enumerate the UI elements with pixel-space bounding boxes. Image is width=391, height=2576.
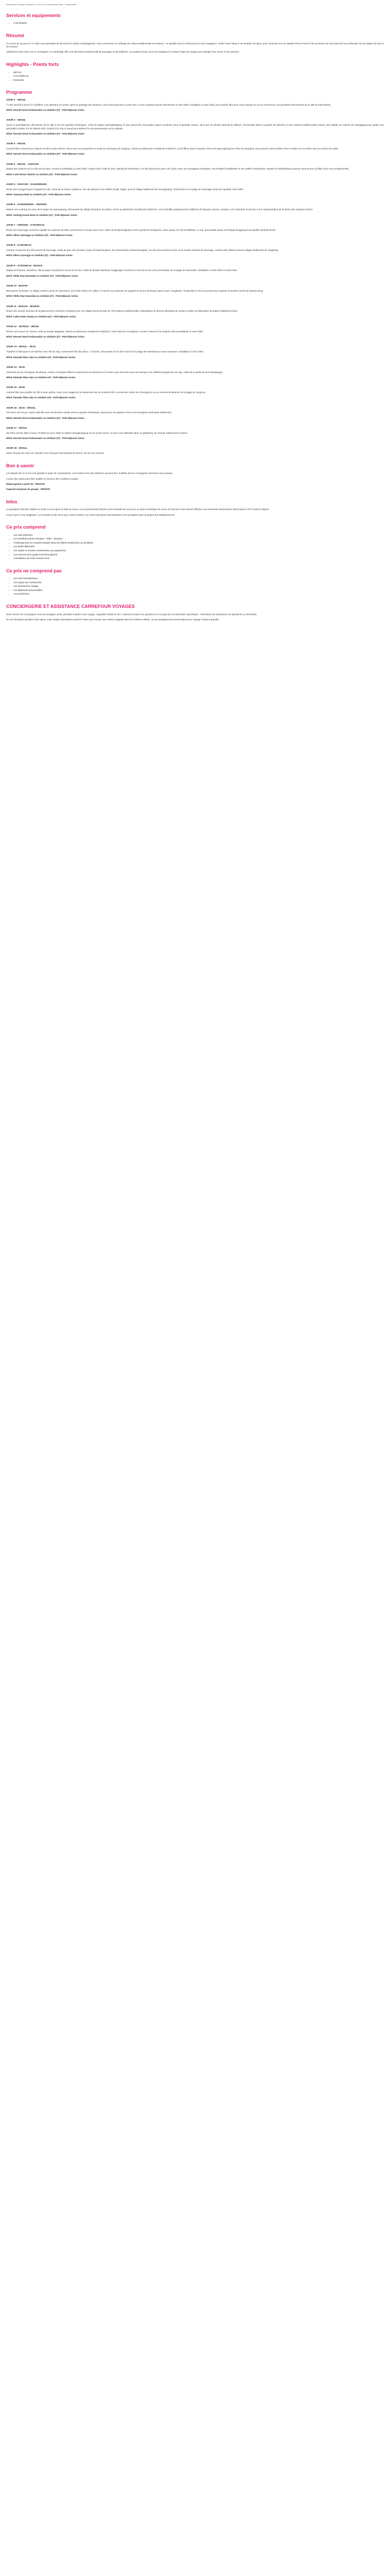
day-description: Après le petit-déjeuner, découverte de la ville et de ses quartiers historiques. Visite du palais Gyeongbokgung, le plus grand des cinq palais royaux construits sous la dynastie Joseon, ainsi que du Musée national du folklore. Promenade dans le quartier de Bukchon et ses maisons traditionnelles hanok, puis balade au marché de Gwangjang pour goûter aux spécialités locales. En fin d'après-midi, montée à la Tour N Seoul pour admirer la vue panoramique sur la capitale. xyxy=(6,124,384,130)
day-description: Selon l'horaire de votre vol, transfert vers l'aéroport international d'Incheon. Fin de nos services. xyxy=(6,452,105,455)
section-title-price-includes: Ce prix comprend xyxy=(6,524,46,530)
list-item: • Les vols intérieurs xyxy=(13,534,384,537)
conciergerie-paragraph: Notre service de conciergerie vous accompagne avant, pendant et après votre voyage. Joignable 24h/24 et 7j/7, il répond à toutes vos questions et s'occupe de vos demandes spécifiques : réservation de restaurants, de spectacles ou d'activités. xyxy=(6,613,257,616)
list-item: • Les petits-déjeuners xyxy=(13,545,384,549)
list-item: • Conciergerie xyxy=(13,22,384,25)
section-title-resume: Résumé xyxy=(6,32,25,38)
list-item: • Les vols internationaux xyxy=(13,577,384,581)
day-hotel: Hôtel: Seamarq Hotel ou similaire (4*) - Petit-déjeuner inclus xyxy=(6,193,71,196)
infos-paragraph: Aucun vaccin n'est obligatoire. La monnaie locale est le won coréen (KRW). Les cartes bancaires internationales sont acceptées dans la plupart des établissements. xyxy=(6,513,175,516)
day-heading: JOUR 8 - GYEONGJU xyxy=(6,244,31,247)
section-title-services: Services et equipements xyxy=(6,12,61,18)
programme-days xyxy=(6,99,384,455)
day-hotel: Hôtel: Novotel Seoul Ambassador ou similaire (4*) - Petit-déjeuner inclus xyxy=(6,109,85,112)
programme-day xyxy=(6,326,384,338)
day-heading: JOUR 16 - JEJU - SEOUL xyxy=(6,406,36,410)
programme-day xyxy=(6,306,384,318)
list-item: • Les services d'un guide local francophone xyxy=(13,553,384,557)
day-hotel: Hôtel: Novotel Seoul Ambassador ou similaire (4*) - Petit-déjeuner inclus xyxy=(6,152,85,156)
day-heading: JOUR 2 - SEOUL xyxy=(6,119,26,122)
day-heading: JOUR 12 - JEONJU - SEOUL xyxy=(6,325,40,328)
programme-day xyxy=(6,366,384,379)
day-hotel: Hôtel: Novotel Seoul Ambassador ou similaire (4*) - Petit-déjeuner inclus xyxy=(6,335,85,338)
day-heading: JOUR 15 - JEJU xyxy=(6,386,25,389)
day-description: Départ vers Sokcho sur la côte est du pays. Arrivée et installation à votre hôtel. L'après-midi, visite du parc national de Seoraksan, l'un des plus beaux parcs de Corée, avec ses montagnes escarpées, ses temples bouddhistes et ses vallées verdoyantes. Montée en téléphérique jusqu'au sommet pour profiter d'une vue exceptionnelle. xyxy=(6,167,350,171)
section-title-bon-a-savoir: Bon à savoir xyxy=(6,463,35,468)
page xyxy=(0,0,391,621)
list-item: • L'assistance de notre bureau local xyxy=(13,557,384,561)
programme-day xyxy=(6,163,384,176)
bon-a-savoir-paragraph: L'ordre des visites peut être modifié en fonction des conditions locales. xyxy=(6,477,79,480)
programme-day xyxy=(6,244,384,257)
programme-day xyxy=(6,119,384,135)
bon-a-savoir-paragraph: Les départs de ce circuit sont garantis à partir de 2 participants. Les horaires des vols intérieurs peuvent être modifiés par les compagnies aériennes sans préavis. xyxy=(6,472,173,475)
section-title-programme: Programme xyxy=(6,90,32,95)
day-heading: JOUR 14 - JEJU xyxy=(6,366,25,369)
day-heading: JOUR 3 - SEOUL xyxy=(6,143,26,146)
day-description: Départ vers Busan, deuxième ville du pays et grand port ouvert sur la mer. Visite du temple Haedong Yonggungsa construit au bord de la mer, puis promenade sur la plage de Haeundae. Installation à votre hôtel et soirée libre. xyxy=(6,269,238,272)
programme-day xyxy=(6,386,384,399)
day-description: Départ vers Andong, au cœur de la région du Gyeongsang. Découverte du village historique de Hahoe, inscrit au patrimoine mondial de l'UNESCO, où les familles perpétuent les traditions de l'époque Joseon. Assistez, si le calendrier le permet, à une représentation de la danse des masques Hahoe. xyxy=(6,208,314,211)
day-description: Transfert à l'aéroport et vol intérieur vers l'île de Jeju, surnommée l'île des dieux. À l'arrivée, découverte de la côte nord et de la plage de Hamdeok aux eaux turquoise. Installation à votre hôtel. xyxy=(6,350,204,353)
list-item: • CULTURELLE xyxy=(13,75,384,78)
day-description: Retour vers Seoul. En chemin, arrêt au temple Magoksa, classé au patrimoine mondial de l'UNESCO, niché dans les montagnes. Arrivée à Seoul en fin d'après-midi et installation à votre hôtel. xyxy=(6,330,203,333)
day-heading: JOUR 6 - GANGNEUNG - ANDONG xyxy=(6,204,47,207)
day-heading: JOUR 7 - ANDONG - GYEONGJU xyxy=(6,224,45,227)
section-title-highlights: Highlights - Points forts xyxy=(6,61,59,67)
list-item: • L'hébergement en chambre double dans les hôtels mentionnés ou similaires xyxy=(13,541,384,545)
day-description: Route vers Gyeongju, ancienne capitale du royaume de Silla, surnommée le musée sans murs. Visite du temple Bulguksa et de la grotte de Seokguram, deux joyaux de l'art bouddhiste. Le soir, promenade autour de l'étang Donggung et du pavillon Wolji illuminés. xyxy=(6,228,276,231)
list-item: • Les repas non mentionnés xyxy=(13,581,384,585)
day-heading: JOUR 10 - BUSAN xyxy=(6,285,28,288)
programme-day xyxy=(6,265,384,278)
group-capacity: Capacité maximum du groupe : PRIVATE xyxy=(6,488,50,491)
section-title-infos: Infos xyxy=(6,499,18,504)
day-description: Journée libre à Seoul pour explorer la ville à votre rythme. Nous vous recommandons la visite du sanctuaire de Jongmyo, classé au patrimoine mondial de l'UNESCO, et de flâner dans le quartier animé de Myeongdong pour faire du shopping. Vous pourrez aussi profiter d'une croisière sur la rivière Han au coucher du soleil. xyxy=(6,147,339,150)
highlights-list xyxy=(6,71,384,82)
day-heading: JOUR 5 - SOKCHO - GANGNEUNG xyxy=(6,183,47,186)
day-hotel: Hôtel: Novotel Seoul Ambassador ou similaire (4*) - Petit-déjeuner inclus xyxy=(6,416,85,419)
day-description: Journée consacrée à la découverte de Gyeongju. Visite du parc des tumulus royaux de Daereungwon, de l'observatoire Cheomseongdae, l'un des plus anciens d'Asie, et du musée national de Gyeongju. L'après-midi, flânerie dans le village traditionnel de Yangdong. xyxy=(6,249,279,252)
infos-paragraph: Le passeport doit être valable au moins 6 mois après la date de retour. Les ressortissants français sont exemptés de visa pour un séjour touristique de moins de 90 jours mais doivent effectuer une demande d'autorisation électronique K-ETA avant le départ. xyxy=(6,508,269,511)
day-hotel: Hôtel: Andong Grand Hotel ou similaire (4*) - Petit-déjeuner inclus xyxy=(6,213,77,216)
day-description: Route vers Gangneung en longeant la côte. Visite de la maison Ojukheon, lieu de naissance du célèbre érudit Yulgok, puis du village traditionnel de Seongyojang. Temps libre sur la plage de Gyeongpo avant de rejoindre votre hôtel. xyxy=(6,188,244,191)
list-item: • ÉVASION xyxy=(13,79,384,82)
list-item: • Les dépenses personnelles xyxy=(13,589,384,592)
day-heading: JOUR 17 - SEOUL xyxy=(6,427,27,430)
day-hotel: Hôtel: Novotel Seoul Ambassador ou similaire (4*) - Petit-déjeuner inclus xyxy=(6,437,85,440)
day-description: Journée libre pour profiter de l'île à votre rythme. Nous vous suggérons la randonnée sur les sentiers Olle, la visite des chutes de Cheonjiyeon ou un moment de détente sur la plage de Jungmun. xyxy=(6,391,206,394)
list-item: • Les transferts privés aéroport - hôtel - aéroport xyxy=(13,537,384,541)
price-includes-list xyxy=(6,534,384,561)
programme-day xyxy=(6,407,384,420)
list-item: • Les pourboires xyxy=(13,592,384,596)
day-heading: JOUR 13 - SEOUL - JEJU xyxy=(6,346,36,349)
programme-day xyxy=(6,427,384,440)
day-heading: JOUR 11 - BUSAN - JEONJU xyxy=(6,305,40,308)
programme-day xyxy=(6,183,384,196)
day-hotel: Hôtel: Ramada Plaza Jeju ou similaire (4*) - Petit-déjeuner inclus xyxy=(6,355,76,359)
programme-day xyxy=(6,346,384,359)
programme-day xyxy=(6,285,384,298)
day-hotel: Hôtel: Shilla Stay Haeundae ou similaire (4*) - Petit-déjeuner inclus xyxy=(6,295,78,298)
day-description: Dernière journée libre à Seoul. Profitez-en pour visiter le palais Changdeokgung et son jardin secret, ou pour vous détendre dans un jjimjilbang, les saunas traditionnels coréens. xyxy=(6,431,188,434)
conciergerie-paragraph: En cas d'imprévu pendant votre séjour, notre équipe d'assistance prend le relais pour trouver une solution adaptée dans les meilleurs délais. Un accompagnement personnalisé pour voyager l'esprit tranquille. xyxy=(6,618,219,621)
services-list xyxy=(6,22,384,25)
day-heading: JOUR 9 - GYEONGJU - BUSAN xyxy=(6,264,43,267)
section-title-price-excludes: Ce prix ne comprend pas xyxy=(6,568,62,573)
day-hotel: Hôtel: Ramada Plaza Jeju ou similaire (4*) - Petit-déjeuner inclus xyxy=(6,396,76,399)
day-hotel: Hôtel: Hilton Gyeongju ou similaire (4*) - Petit-déjeuner inclus xyxy=(6,234,73,236)
programme-day xyxy=(6,447,384,455)
departure-guarantee: Départ garanti à partir de : PRIVATE xyxy=(6,483,45,486)
list-item: • Les assurances voyage xyxy=(13,585,384,588)
day-description: Route vers Jeonju, berceau de la gastronomie coréenne et réputée pour son village hanok de plus de 700 maisons traditionnelles. Dégustation du fameux bibimbap de Jeonju et atelier de fabrication de papier traditionnel hanji. xyxy=(6,310,238,313)
day-description: Découverte de Busan : le village culturel coloré de Gamcheon, accroché à flanc de colline, le marché aux poissons de Jagalchi et la tour de Busan dans le parc Yongdusan. Temps libre en fin de journée pour explorer le quartier animé de Nampo-dong. xyxy=(6,289,264,292)
day-hotel: Hôtel: Ramada Plaza Jeju ou similaire (4*) - Petit-déjeuner inclus xyxy=(6,376,76,379)
day-hotel: Hôtel: Shilla Stay Haeundae ou similaire (4*) - Petit-déjeuner inclus xyxy=(6,274,78,277)
day-description: Ascension du pic Seongsan Ilchulbong, cratère volcanique offrant un panorama exceptionnel sur l'océan, puis rencontre avec les haenyeo, les célèbres plongeuses de Jeju. Visite de la grotte de lave Manjanggul. xyxy=(6,370,223,374)
section-title-conciergerie: CONCIERGERIE ET ASSISTANCE CARREFOUR VOYAGES xyxy=(6,603,135,609)
day-hotel: Hôtel: Lahan Hotel Jeonju ou similaire (4*) - Petit-déjeuner inclus xyxy=(6,315,76,318)
list-item: • DÉTOX xyxy=(13,71,384,75)
day-hotel: Hôtel: Lotte Resort Sokcho ou similaire (4*) - Petit-déjeuner inclus xyxy=(6,173,77,176)
resume-paragraph: Ce circuit de 18 jours et 17 nuits vous permettra de découvrir la culture cambodgienne. Vous y trouverez un mélange de culture traditionnelle et moderne : un paradis sous le soleil pour les amis voyageurs. Visitez Siem Reap et les temples d'Angkor, puis continuez vers la capitale Phnom Penh et les provinces du Sud avant de vous détendre sur les plages de Kep et de Kampot. xyxy=(6,42,384,48)
programme-day xyxy=(6,224,384,237)
programme-day xyxy=(6,99,384,112)
day-hotel: Hôtel: Novotel Seoul Ambassador ou similaire (4*) - Petit-déjeuner inclus xyxy=(6,132,85,135)
day-hotel: Hôtel: Hilton Gyeongju ou similaire (4*) - Petit-déjeuner inclus xyxy=(6,254,73,257)
programme-day xyxy=(6,143,384,156)
breadcrumb-line: Description Du pays comprenne ; Ce sur le mai comprend que ; Comprendre xyxy=(6,3,77,6)
day-heading: JOUR 4 - SEOUL - SOKCHO xyxy=(6,163,39,166)
day-heading: JOUR 18 - SEOUL xyxy=(6,447,27,450)
day-description: Vol retour vers Seoul. Après-midi libre pour les derniers achats dans le quartier d'Insadong, réputé pour ses galeries d'art et ses boutiques d'artisanat traditionnel. xyxy=(6,411,172,414)
price-excludes-list xyxy=(6,577,384,596)
resume-paragraph: Idéalement situé entre mer et montagnes, le Cambodge offre une diversité exceptionnelle de paysages et de traditions. Les guides locaux vous accompagnent à chaque étape du voyage pour partager leur savoir et leur passion. xyxy=(6,50,240,54)
list-item: • Les visites et entrées mentionnées au programme xyxy=(13,549,384,553)
programme-day xyxy=(6,204,384,216)
day-description: À votre arrivée à Seoul, le chauffeur vous attendra à la sortie, après le passage des douanes, muni d'une pancarte à votre nom. Il vous conduira ensuite directement à votre hôtel. Installation à votre hôtel, puis journée libre pour vous reposer du vol ou commencer vos premières découvertes de la ville en toute liberté. xyxy=(6,103,331,106)
day-heading: JOUR 1 - SEOUL xyxy=(6,98,26,101)
